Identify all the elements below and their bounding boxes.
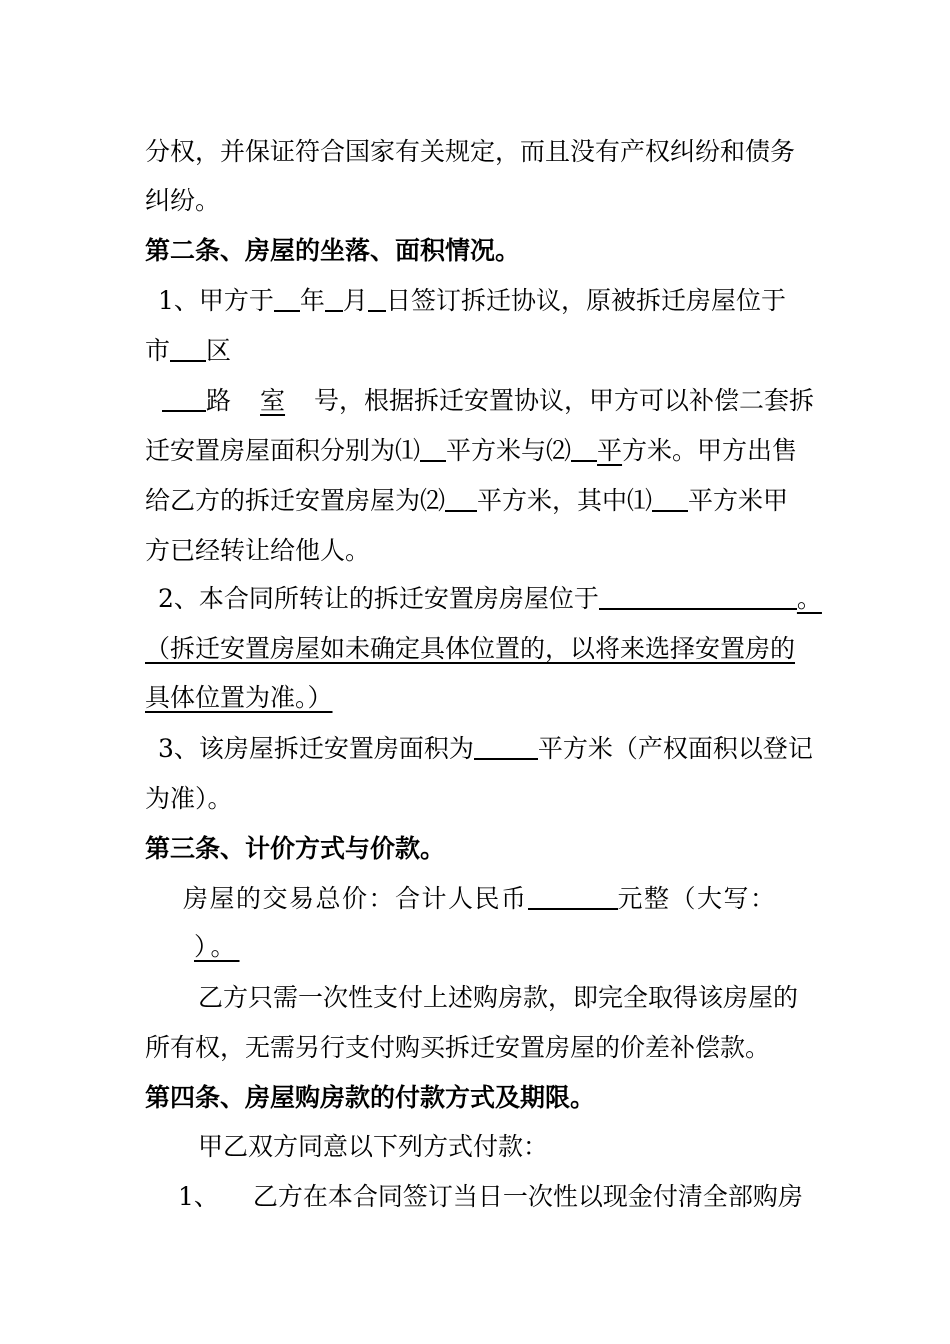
paragraph-line	[198, 983, 798, 1013]
text: 房屋的交易总价：合计人民币	[183, 884, 528, 913]
text: 2、本合同所转让的拆迁安置房房屋位于	[158, 584, 599, 613]
paragraph-line	[145, 137, 795, 167]
clause-2-2-line	[158, 584, 822, 614]
blank-line	[445, 509, 477, 512]
article-2-heading	[145, 236, 520, 266]
text: 方已经转让给他人。	[145, 536, 371, 565]
text: 纠纷。	[145, 186, 221, 215]
text: 号，根据拆迁安置协议，甲方可以补偿二套拆	[314, 386, 815, 415]
text: 1、甲方于	[158, 286, 274, 315]
underlined-text: 室	[260, 386, 286, 415]
text: 区	[206, 336, 232, 365]
text: 3、该房屋拆迁安置房面积为	[158, 734, 474, 763]
blank-line	[474, 757, 538, 760]
text: 路	[206, 386, 232, 415]
text: 平方米，其中⑴	[477, 486, 653, 515]
clause-2-1-line	[158, 286, 786, 316]
paragraph-line	[145, 486, 788, 516]
paragraph-line	[145, 536, 370, 566]
paragraph-line	[145, 1033, 770, 1063]
blank-line	[170, 359, 206, 362]
text: 乙方只需一次性支付上述购房款，即完全取得该房屋的	[198, 983, 799, 1012]
blank-line	[652, 509, 688, 512]
paragraph-line	[145, 784, 233, 814]
heading-text: 第四条、房屋购房款的付款方式及期限。	[145, 1083, 596, 1112]
blank-line	[528, 907, 618, 910]
blank-line	[274, 309, 300, 312]
blank-line	[162, 409, 206, 412]
blank-line	[368, 309, 386, 312]
clause-2-3-line	[158, 734, 813, 764]
text: 方米。甲方出售	[622, 436, 798, 465]
paragraph-line	[145, 436, 797, 466]
paragraph-line	[183, 884, 777, 914]
text: 平方米与⑵	[446, 436, 572, 465]
text: 平方米（产权面积以登记	[537, 734, 813, 763]
text: ）。	[194, 932, 240, 961]
underlined-note-line	[145, 634, 795, 664]
heading-text: 第二条、房屋的坐落、面积情况。	[145, 236, 521, 265]
underlined-text: 平	[597, 436, 623, 465]
blank-line	[420, 459, 446, 462]
text: 平方米甲	[688, 486, 789, 515]
text: 迁安置房屋面积分别为⑴	[145, 436, 421, 465]
text: 日签订拆迁协议，原被拆迁房屋位于	[385, 286, 786, 315]
text: 分权，并保证符合国家有关规定，而且没有产权纠纷和债务	[145, 137, 796, 166]
text: 月	[342, 286, 368, 315]
article-3-heading	[145, 834, 445, 864]
underlined-note-line	[145, 683, 333, 713]
paragraph-line	[198, 1132, 548, 1162]
blank-line	[571, 459, 597, 462]
article-4-heading	[145, 1083, 595, 1113]
text: 年	[299, 286, 325, 315]
blank-line	[325, 309, 343, 312]
paragraph-line	[145, 336, 231, 366]
underlined-text: 。	[796, 584, 822, 613]
text: 元整（大写：	[617, 884, 777, 913]
text: （拆迁安置房屋如未确定具体位置的，以将来选择安置房的	[145, 634, 796, 663]
blank-line	[599, 607, 797, 610]
text: 为准）。	[145, 784, 233, 813]
text: 具体位置为准。）	[145, 683, 333, 712]
text: 甲乙双方同意以下列方式付款：	[198, 1132, 549, 1161]
paragraph-line	[162, 386, 814, 416]
underlined-text-line	[194, 932, 240, 962]
text: 给乙方的拆迁安置房屋为⑵	[145, 486, 446, 515]
list-number: 1、	[178, 1182, 219, 1211]
list-item-line	[178, 1182, 803, 1212]
heading-text: 第三条、计价方式与价款。	[145, 834, 446, 863]
text: 市	[145, 336, 171, 365]
text: 乙方在本合同签订当日一次性以现金付清全部购房	[252, 1182, 803, 1211]
paragraph-line	[145, 186, 220, 216]
text: 所有权，无需另行支付购买拆迁安置房屋的价差补偿款。	[145, 1033, 771, 1062]
